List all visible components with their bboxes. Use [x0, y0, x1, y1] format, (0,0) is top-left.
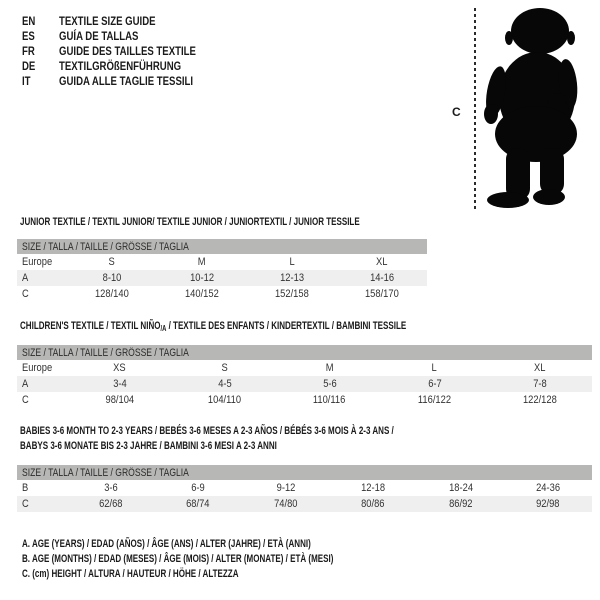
row-label-cell — [17, 270, 67, 286]
row-label: C — [22, 394, 29, 406]
size-header-label: SIZE / TALLA / TAILLE / GRÖSSE / TAGLIA — [22, 466, 189, 479]
children-title-text — [20, 319, 406, 336]
value-cell — [67, 496, 155, 512]
junior-title-text: JUNIOR TEXTILE / TEXTIL JUNIOR/ TEXTILE JUNIOR / JUNIORTEXTIL / JUNIOR TESSILE — [20, 216, 360, 228]
value-cell — [487, 376, 592, 392]
value-cell — [67, 392, 172, 408]
value-cell — [487, 360, 592, 376]
value-cell — [487, 392, 592, 408]
value-cell — [382, 392, 487, 408]
cell-value: L — [431, 362, 438, 374]
row-label: Europe — [22, 362, 53, 374]
cell-value: 116/122 — [417, 394, 452, 406]
value-cell — [505, 480, 593, 496]
footnote-a — [22, 536, 449, 551]
cell-value: 152/158 — [275, 288, 309, 300]
value-cell — [247, 254, 337, 270]
footnote-a-text: A. AGE (YEARS) / EDAD (AÑOS) / ÂGE (ANS) / ALTER (JAHRE) / ETÀ (ANNI) — [22, 537, 311, 550]
value-cell — [67, 480, 155, 496]
value-cell — [330, 480, 418, 496]
cell-value: 140/152 — [185, 288, 219, 300]
cell-value: 4-5 — [217, 378, 232, 390]
row-label: A — [22, 272, 29, 284]
cell-value: 158/170 — [365, 288, 399, 300]
value-cell — [67, 270, 157, 286]
cell-value: 7-8 — [532, 378, 547, 390]
lang-code: IT — [22, 73, 31, 88]
table-row — [17, 480, 592, 496]
cell-value: 3-4 — [112, 378, 127, 390]
cell-value: 12-13 — [280, 272, 304, 284]
cell-value: M — [198, 256, 206, 268]
value-cell — [277, 360, 382, 376]
value-cell — [67, 360, 172, 376]
babies-size-table — [17, 465, 592, 512]
lang-row-es — [22, 28, 230, 43]
size-header-bar — [17, 239, 427, 254]
cell-value: 10-12 — [190, 272, 214, 284]
value-cell — [157, 270, 247, 286]
table-row — [17, 392, 592, 408]
children-size-table — [17, 345, 592, 408]
cell-value: 110/116 — [313, 394, 346, 406]
lang-title: GUIDA ALLE TAGLIE TESSILI — [59, 73, 194, 88]
row-label-cell — [17, 286, 67, 302]
value-cell — [172, 360, 277, 376]
value-cell — [172, 392, 277, 408]
cell-value: L — [289, 256, 295, 268]
value-cell — [382, 376, 487, 392]
value-cell — [157, 254, 247, 270]
row-label-cell — [17, 376, 67, 392]
cell-value: 12-18 — [361, 482, 386, 494]
value-cell — [242, 480, 330, 496]
lang-code: ES — [22, 28, 35, 43]
cell-value: S — [108, 256, 116, 268]
size-header-bar — [17, 345, 592, 360]
value-cell — [277, 392, 382, 408]
value-cell — [155, 496, 243, 512]
cell-value: XL — [376, 256, 388, 268]
lang-title: GUIDE DES TAILLES TEXTILE — [59, 43, 196, 58]
value-cell — [67, 286, 157, 302]
row-label: C — [22, 288, 29, 300]
value-cell — [337, 286, 427, 302]
junior-size-table — [17, 239, 427, 302]
cell-value: 8-10 — [102, 272, 122, 284]
babies-title-text-line2: BABYS 3-6 MONATE BIS 2-3 JAHRE / BAMBINI 3-6 MESI A 2-3 ANNI — [20, 440, 277, 452]
junior-section-title — [20, 215, 485, 229]
cell-value: 9-12 — [276, 482, 296, 494]
children-title-sub: /A — [160, 324, 167, 333]
value-cell — [155, 480, 243, 496]
children-title-post: / TEXTILE DES ENFANTS / KINDERTEXTIL / BAMBINI TESSILE — [166, 320, 407, 332]
footnote-c-text: C. (cm) HEIGHT / ALTURA / HAUTEUR / HÖHE / ALTEZZA — [22, 567, 239, 580]
value-cell — [242, 496, 330, 512]
lang-row-en — [22, 13, 230, 28]
row-label: Europe — [22, 256, 53, 268]
value-cell — [247, 286, 337, 302]
lang-title: TEXTILE SIZE GUIDE — [59, 13, 156, 28]
lang-code: FR — [22, 43, 35, 58]
toddler-silhouette-icon — [470, 0, 600, 215]
babies-section-title-line2 — [20, 439, 372, 453]
row-label-cell — [17, 392, 67, 408]
footnote-b — [22, 551, 449, 566]
children-section-title — [20, 319, 549, 336]
table-row — [17, 286, 427, 302]
lang-code: DE — [22, 58, 36, 73]
value-cell — [505, 496, 593, 512]
cell-value: 14-16 — [370, 272, 394, 284]
value-cell — [277, 376, 382, 392]
cell-value: 104/110 — [207, 394, 242, 406]
row-label-cell — [17, 480, 67, 496]
cell-value: 3-6 — [103, 482, 118, 494]
children-title-pre: CHILDREN'S TEXTILE / TEXTIL NIÑO — [20, 320, 161, 332]
row-label: C — [22, 498, 29, 510]
babies-section-title-line1 — [20, 424, 532, 438]
row-label: A — [22, 378, 29, 390]
cell-value: 24-36 — [536, 482, 561, 494]
cell-value: XL — [533, 362, 546, 374]
cell-value: 6-7 — [427, 378, 442, 390]
lang-row-fr — [22, 43, 230, 58]
lang-title: GUÍA DE TALLAS — [59, 28, 139, 43]
cell-value: 86/92 — [449, 498, 473, 510]
table-row — [17, 360, 592, 376]
cell-value: 62/68 — [99, 498, 123, 510]
footnote-c — [22, 566, 449, 581]
language-header — [22, 13, 230, 88]
cell-value: 98/104 — [105, 394, 134, 406]
table-row — [17, 376, 592, 392]
cell-value: 80/86 — [361, 498, 385, 510]
babies-title-text-line1: BABIES 3-6 MONTH TO 2-3 YEARS / BEBÉS 3-6 MESES A 2-3 AÑOS / BÉBÉS 3-6 MOIS À 2-3 ANS / — [20, 425, 394, 437]
cell-value: 18-24 — [448, 482, 473, 494]
cell-value: XS — [113, 362, 126, 374]
value-cell — [172, 376, 277, 392]
cell-value: S — [221, 362, 228, 374]
footnote-b-text: B. AGE (MONTHS) / EDAD (MESES) / ÂGE (MOIS) / ALTER (MONATE) / ETÀ (MESI) — [22, 552, 334, 565]
value-cell — [337, 254, 427, 270]
lang-row-de — [22, 58, 230, 73]
value-cell — [382, 360, 487, 376]
row-label-cell — [17, 254, 67, 270]
cell-value: 128/140 — [95, 288, 129, 300]
size-header-bar — [17, 465, 592, 480]
lang-code: EN — [22, 13, 36, 28]
cell-value: 122/128 — [522, 394, 557, 406]
size-header-label: SIZE / TALLA / TAILLE / GRÖSSE / TAGLIA — [22, 346, 189, 359]
value-cell — [337, 270, 427, 286]
value-cell — [247, 270, 337, 286]
cell-value: 6-9 — [191, 482, 206, 494]
table-row — [17, 254, 427, 270]
value-cell — [67, 376, 172, 392]
value-cell — [330, 496, 418, 512]
cell-value: 5-6 — [322, 378, 337, 390]
cell-value: 74/80 — [274, 498, 298, 510]
value-cell — [67, 254, 157, 270]
table-row — [17, 496, 592, 512]
lang-title: TEXTILGRÖßENFÜHRUNG — [59, 58, 182, 73]
cell-value: 68/74 — [186, 498, 210, 510]
value-cell — [157, 286, 247, 302]
size-header-label: SIZE / TALLA / TAILLE / GRÖSSE / TAGLIA — [22, 240, 189, 253]
cell-value: 92/98 — [536, 498, 560, 510]
row-label-cell — [17, 360, 67, 376]
row-label: B — [22, 482, 29, 494]
table-row — [17, 270, 427, 286]
value-cell — [417, 496, 505, 512]
height-label: C — [452, 105, 461, 119]
footnotes — [22, 536, 449, 581]
cell-value: M — [325, 362, 334, 374]
lang-row-it — [22, 73, 230, 88]
row-label-cell — [17, 496, 67, 512]
value-cell — [417, 480, 505, 496]
